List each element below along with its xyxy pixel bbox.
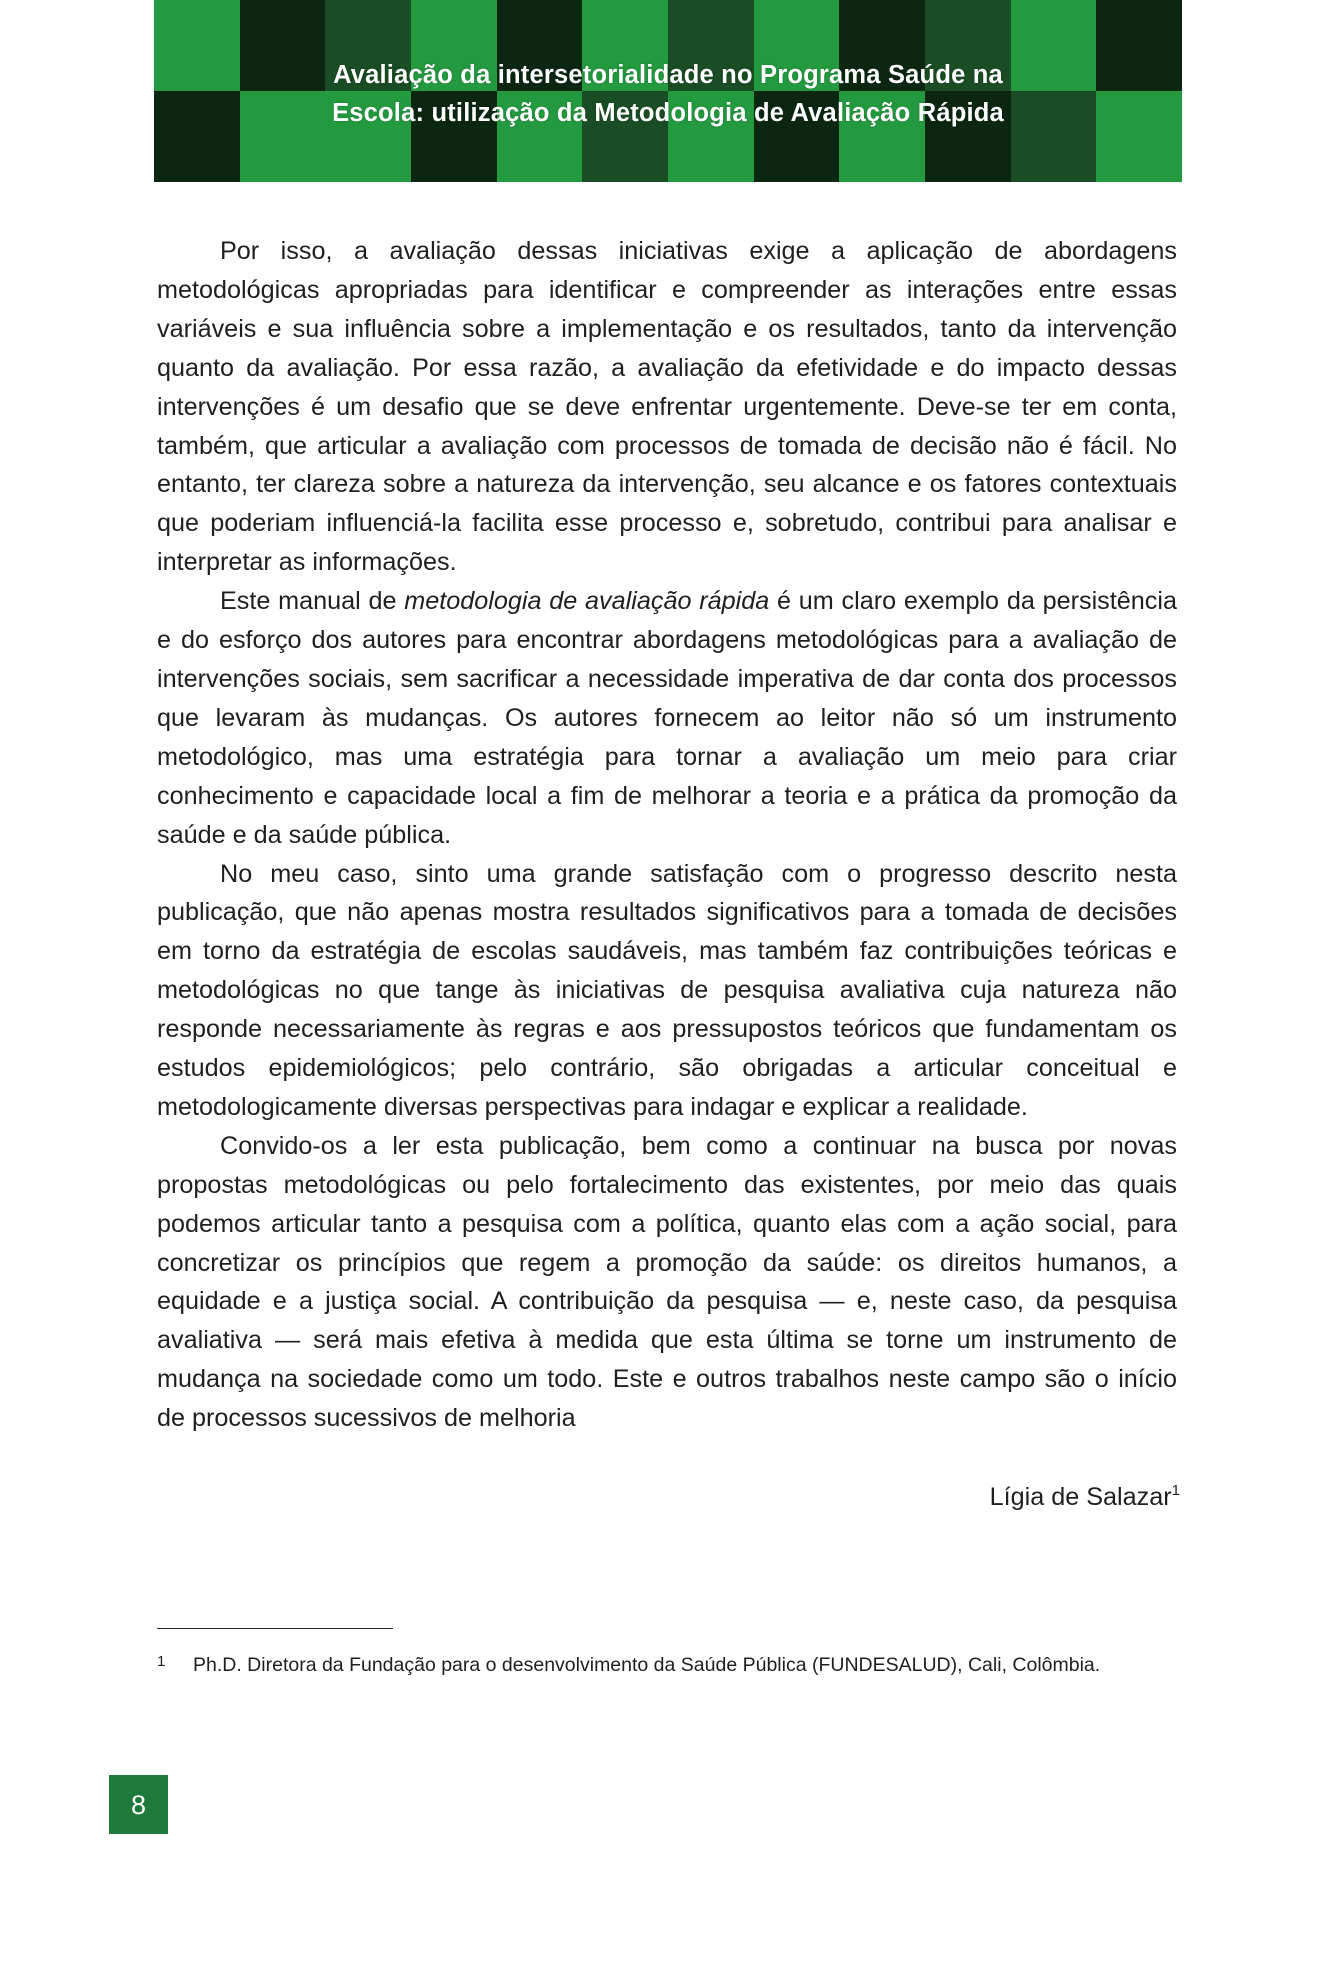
signature-name: Lígia de Salazar: [989, 1483, 1172, 1511]
paragraph-2-rest: é um claro exemplo da persistência e do esforço dos autores para encontrar abordagens metodológicas para a avaliação de intervenções sociais, sem sacrificar a necessidade imperativa de dar conta dos processos que levaram às mudanças. Os autores fornecem ao leitor não só um instrumento metodológico, mas uma estratégia para tornar a avaliação um meio para criar conhecimento e capacidade local a fim de melhorar a teoria e a prática da promoção da saúde e da saúde pública.: [157, 587, 1177, 849]
page-number-box: [109, 1775, 168, 1834]
footnote-divider: [157, 1628, 393, 1629]
paragraph-2-italic-term: metodologia de avaliação rápida: [404, 587, 770, 616]
paragraph-2: [157, 582, 1177, 854]
paragraph-3: No meu caso, sinto uma grande satisfação com o progresso descrito nesta publicação, que não apenas mostra resultados significativos para a tomada de decisões em torno da estratégia de escolas saudáveis, mas também faz contribuições teóricas e metodológicas no que tange às iniciativas de pesquisa avaliativa cuja natureza não responde necessariamente às regras e aos pressupostos teóricos que fundamentam os estudos epidemiológicos; pelo contrário, são obrigadas a articular conceitual e metodologicamente diversas perspectivas para indagar e explicar a realidade.: [157, 859, 1177, 1121]
footnote: [157, 1650, 1177, 1680]
header-title-line-2: Escola: utilização da Metodologia de Avaliação Rápida: [332, 99, 1004, 127]
signature-footnote-marker: 1: [1171, 1482, 1180, 1499]
header-title-line-1: Avaliação da intersetorialidade no Programa Saúde na: [333, 61, 1003, 89]
signature: [990, 1472, 1180, 1516]
paragraph-4: Convido-os a ler esta publicação, bem como a continuar na busca por novas propostas metodológicas ou pelo fortalecimento das existentes, por meio das quais podemos articular tanto a pesquisa com a política, quanto elas com a ação social, para concretizar os princípios que regem a promoção da saúde: os direitos humanos, a equidade e a justiça social. A contribuição da pesquisa — e, neste caso, da pesquisa avaliativa — será mais efetiva à medida que esta última se torne um instrumento de mudança na sociedade como um todo. Este e outros trabalhos neste campo são o início de processos sucessivos de melhoria: [157, 1131, 1177, 1433]
footnote-text: Ph.D. Diretora da Fundação para o desenvolvimento da Saúde Pública (FUNDESALUD), Cali, Colômbia.: [193, 1654, 1101, 1676]
page-number: 8: [130, 1789, 147, 1820]
paragraph-1: Por isso, a avaliação dessas iniciativas exige a aplicação de abordagens metodológicas apropriadas para identificar e compreender as interações entre essas variáveis e sua influência sobre a implementação e os resultados, tanto da intervenção quanto da avaliação. Por essa razão, a avaliação da efetividade e do impacto dessas intervenções é um desafio que se deve enfrentar urgentemente. Deve-se ter em conta, também, que articular a avaliação com processos de tomada de decisão não é fácil. No entanto, ter clareza sobre a natureza da intervenção, seu alcance e os fatores contextuais que poderiam influenciá-la facilita esse processo e, sobretudo, contribui para analisar e interpretar as informações.: [157, 237, 1177, 577]
header-title: [154, 0, 1182, 182]
paragraph-2-intro: Este manual de: [220, 587, 405, 616]
body-text: [157, 232, 1177, 1438]
footnote-marker: 1: [157, 1653, 166, 1670]
